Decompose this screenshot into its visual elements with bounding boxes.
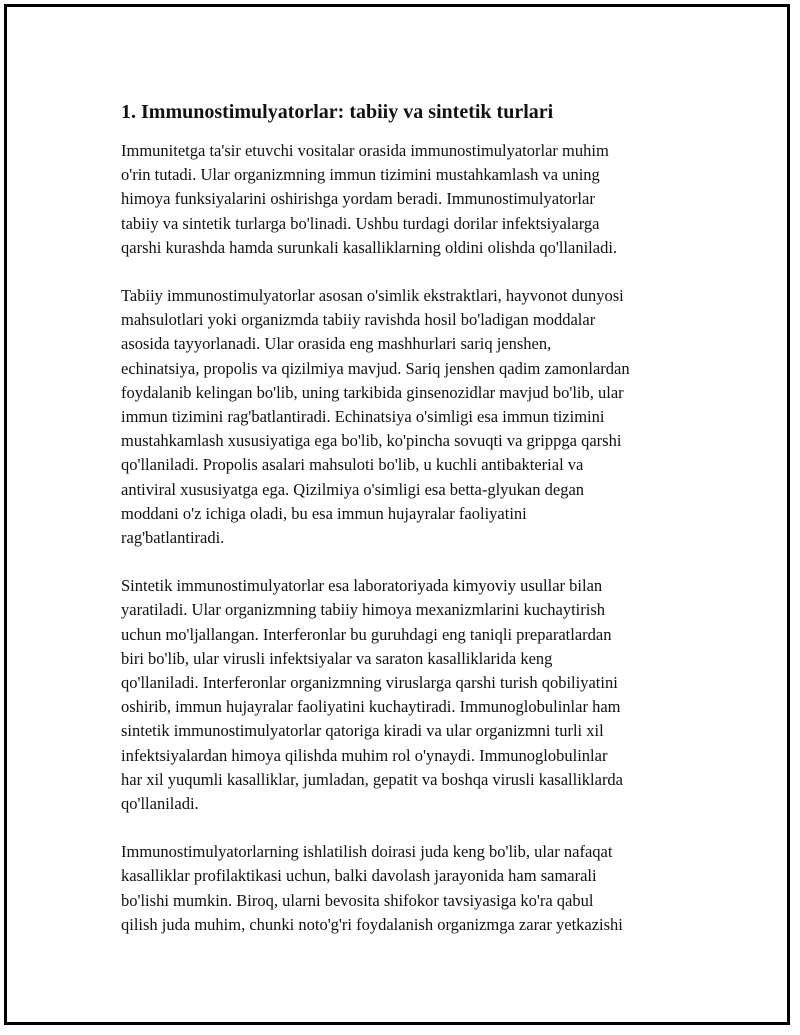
paragraph-line: sintetik immunostimulyatorlar qatoriga kiradi va ular organizmni turli xil	[121, 721, 604, 741]
paragraph-line: asosida tayyorlanadi. Ular orasida eng mashhurlari sariq jenshen,	[121, 334, 552, 354]
document-content	[121, 99, 701, 961]
paragraph-line: echinatsiya, propolis va qizilmiya mavjud. Sariq jenshen qadim zamonlardan	[121, 358, 630, 378]
paragraph-line: o'rin tutadi. Ular organizmning immun tizimini mustahkamlash va uning	[121, 165, 600, 185]
paragraph-line: qo'llaniladi.	[121, 794, 199, 814]
paragraph	[121, 840, 701, 937]
paragraph-line: antiviral xususiyatga ega. Qizilmiya o'simligi esa betta-glyukan degan	[121, 479, 585, 499]
paragraph-line: kasalliklar profilaktikasi uchun, balki davolash jarayonida ham samarali	[121, 866, 597, 886]
paragraph-line: infektsiyalardan himoya qilishda muhim rol o'ynaydi. Immunoglobulinlar	[121, 745, 608, 765]
paragraph-line: qo'llaniladi. Propolis asalari mahsuloti bo'lib, u kuchli antibakterial va	[121, 455, 584, 475]
paragraph-line: Sintetik immunostimulyatorlar esa laboratoriyada kimyoviy usullar bilan	[121, 576, 603, 596]
paragraph-line: oshirib, immun hujayralar faoliyatini kuchaytiradi. Immunoglobulinlar ham	[121, 697, 621, 717]
paragraph-line: har xil yuqumli kasalliklar, jumladan, gepatit va boshqa virusli kasalliklarda	[121, 769, 624, 789]
paragraph-line: biri bo'lib, ular virusli infektsiyalar va saraton kasalliklarida keng	[121, 648, 553, 668]
paragraph-line: Tabiiy immunostimulyatorlar asosan o'simlik ekstraktlari, hayvonot dunyosi	[121, 286, 624, 306]
paragraph-line: mahsulotlari yoki organizmda tabiiy ravishda hosil bo'ladigan moddalar	[121, 310, 596, 330]
paragraph-line: moddani o'z ichiga oladi, bu esa immun hujayralar faoliyatini	[121, 503, 527, 523]
paragraph	[121, 574, 701, 816]
section-heading: 1. Immunostimulyatorlar: tabiiy va sintetik turlari	[121, 101, 554, 123]
paragraph-line: Immunostimulyatorlarning ishlatilish doirasi juda keng bo'lib, ular nafaqat	[121, 842, 613, 862]
paragraph-line: foydalanib kelingan bo'lib, uning tarkibida ginsenozidlar mavjud bo'lib, ular	[121, 382, 624, 402]
paragraph-line: himoya funksiyalarini oshirishga yordam beradi. Immunostimulyatorlar	[121, 189, 595, 209]
paragraph-line: qilish juda muhim, chunki noto'g'ri foydalanish organizmga zarar yetkazishi	[121, 914, 623, 934]
paragraph	[121, 139, 701, 260]
paragraph-line: qo'llaniladi. Interferonlar organizmning viruslarga qarshi turish qobiliyatini	[121, 673, 618, 693]
paragraphs-container	[121, 139, 701, 937]
paragraph-line: immun tizimini rag'batlantiradi. Echinatsiya o'simligi esa immun tizimini	[121, 407, 605, 427]
document-page	[4, 4, 790, 1025]
paragraph	[121, 284, 701, 550]
paragraph-line: bo'lishi mumkin. Biroq, ularni bevosita shifokor tavsiyasiga ko'ra qabul	[121, 890, 594, 910]
paragraph-line: rag'batlantiradi.	[121, 528, 225, 548]
paragraph-line: qarshi kurashda hamda surunkali kasalliklarning oldini olishda qo'llaniladi.	[121, 237, 618, 257]
paragraph-line: mustahkamlash xususiyatiga ega bo'lib, ko'pincha sovuqti va grippga qarshi	[121, 431, 622, 451]
paragraph-line: uchun mo'ljallangan. Interferonlar bu guruhdagi eng taniqli preparatlardan	[121, 624, 612, 644]
paragraph-line: tabiiy va sintetik turlarga bo'linadi. Ushbu turdagi dorilar infektsiyalarga	[121, 213, 600, 233]
paragraph-line: Immunitetga ta'sir etuvchi vositalar orasida immunostimulyatorlar muhim	[121, 141, 609, 160]
paragraph-line: yaratiladi. Ular organizmning tabiiy himoya mexanizmlarini kuchaytirish	[121, 600, 606, 620]
